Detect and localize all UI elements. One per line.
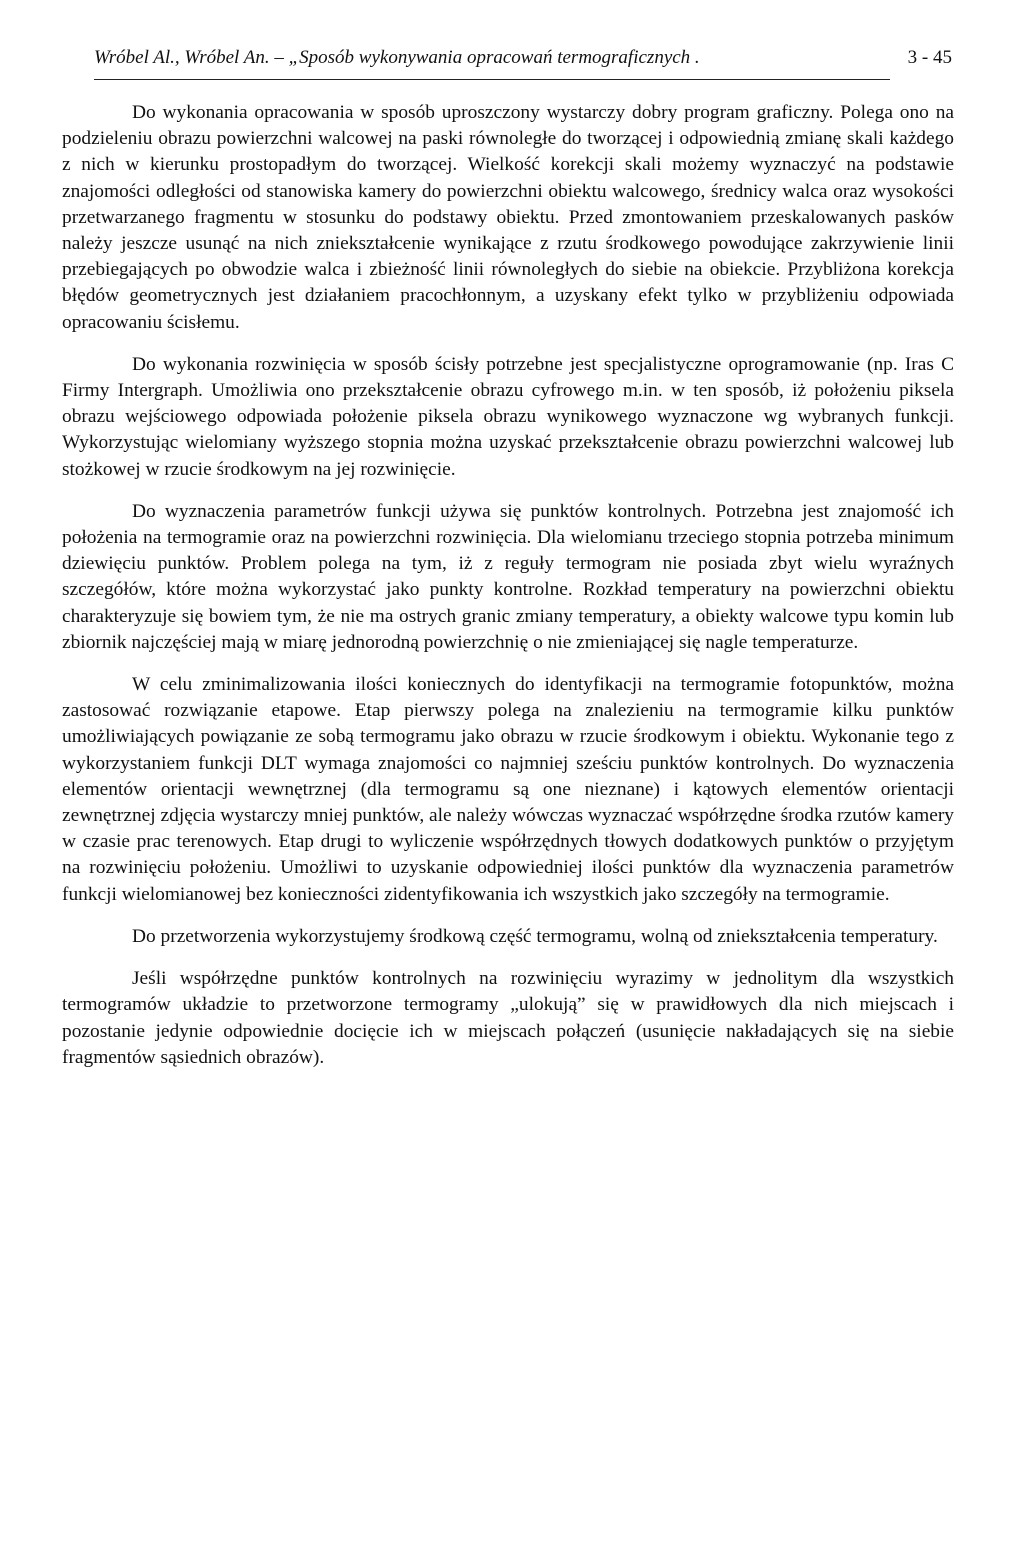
- page-number: 3 - 45: [907, 47, 952, 68]
- header-authors-title: Wróbel Al., Wróbel An. – „Sposób wykonywania opracowań termograficznych .: [94, 47, 700, 68]
- paragraph: Do wykonania rozwinięcia w sposób ścisły potrzebne jest specjalistyczne oprogramowanie (np. Iras C Firmy Intergraph. Umożliwia ono przekształcenie obrazu cyfrowego m.in. w ten sposób, iż położeniu piksela obrazu wejściowego odpowiada położenie piksela obrazu wynikowego wyznaczone wg wybranych funkcji. Wykorzystując wielomiany wyższego stopnia można uzyskać przekształcenie obrazu powierzchni walcowej lub stożkowej w rzucie środkowym na jej rozwinięcie.: [62, 353, 954, 480]
- paragraph: Do wyznaczenia parametrów funkcji używa się punktów kontrolnych. Potrzebna jest znajomość ich położenia na termogramie oraz na powierzchni rozwinięcia. Dla wielomianu trzeciego stopnia potrzeba minimum dziewięciu punktów. Problem polega na tym, iż z reguły termogram nie posiada zbyt wielu wyraźnych szczegółów, które można wykorzystać jako punkty kontrolne. Rozkład temperatury na powierzchni obiektu charakteryzuje się bowiem tym, że nie ma ostrych granic zmiany temperatury, a obiekty walcowe typu komin lub zbiornik najczęściej mają w miarę jednorodną powierzchnię o nie zmieniającej się nagle temperaturze.: [62, 500, 954, 653]
- paragraph: Do wykonania opracowania w sposób uproszczony wystarczy dobry program graficzny. Polega ono na podzieleniu obrazu powierzchni walcowej na paski równoległe do tworzącej i odpowiednią zmianę skali każdego z nich w kierunku prostopadłym do tworzącej. Wielkość korekcji skali możemy wyznaczyć na podstawie znajomości odległości od stanowiska kamery do powierzchni obiektu walcowego, średnicy walca oraz wysokości przetwarzanego fragmentu w stosunku do podstawy obiektu. Przed zmontowaniem przeskalowanych pasków należy jeszcze usunąć na nich zniekształcenie wynikające z rzutu środkowego powodujące zakrzywienie linii przebiegających po obwodzie walca i zbieżność linii równoległych do siebie na obiekcie. Przybliżona korekcja błędów geometrycznych jest działaniem pracochłonnym, a uzyskany efekt tylko w przybliżeniu odpowiada opracowaniu ścisłemu.: [62, 102, 954, 333]
- paragraph: Do przetworzenia wykorzystujemy środkową część termogramu, wolną od zniekształcenia temperatury.: [132, 925, 938, 947]
- header-divider: [94, 79, 890, 80]
- body-text: [62, 100, 954, 1087]
- running-header: [94, 44, 952, 72]
- paragraph: W celu zminimalizowania ilości koniecznych do identyfikacji na termogramie fotopunktów, można zastosować rozwiązanie etapowe. Etap pierwszy polega na znalezieniu na termogramie kilku punktów umożliwiających powiązanie ze sobą termogramu jako obrazu w rzucie środkowym i obiektu. Wykonanie tego z wykorzystaniem funkcji DLT wymaga znajomości co najmniej sześciu punktów kontrolnych. Do wyznaczenia elementów orientacji wewnętrznej (dla termogramu są one nieznane) i kątowych elementów orientacji zewnętrznej zdjęcia wystarczy mniej punktów, ale należy wówczas wyznaczać współrzędne środka rzutów kamery w czasie prac terenowych. Etap drugi to wyliczenie współrzędnych tłowych dodatkowych punktów o przyjętym na rozwinięciu położeniu. Umożliwi to uzyskanie odpowiedniej ilości punktów dla wyznaczenia parametrów funkcji wielomianowej bez konieczności zidentyfikowania ich wszystkich jako szczegóły na termogramie.: [62, 674, 954, 905]
- paragraph: Jeśli współrzędne punktów kontrolnych na rozwinięciu wyrazimy w jednolitym dla wszystkich termogramów układzie to przetworzone termogramy „ulokują” się w prawidłowych dla nich miejscach i pozostanie jedynie odpowiednie docięcie ich w miejscach połączeń (usunięcie nakładających się na siebie fragmentów sąsiednich obrazów).: [62, 968, 954, 1068]
